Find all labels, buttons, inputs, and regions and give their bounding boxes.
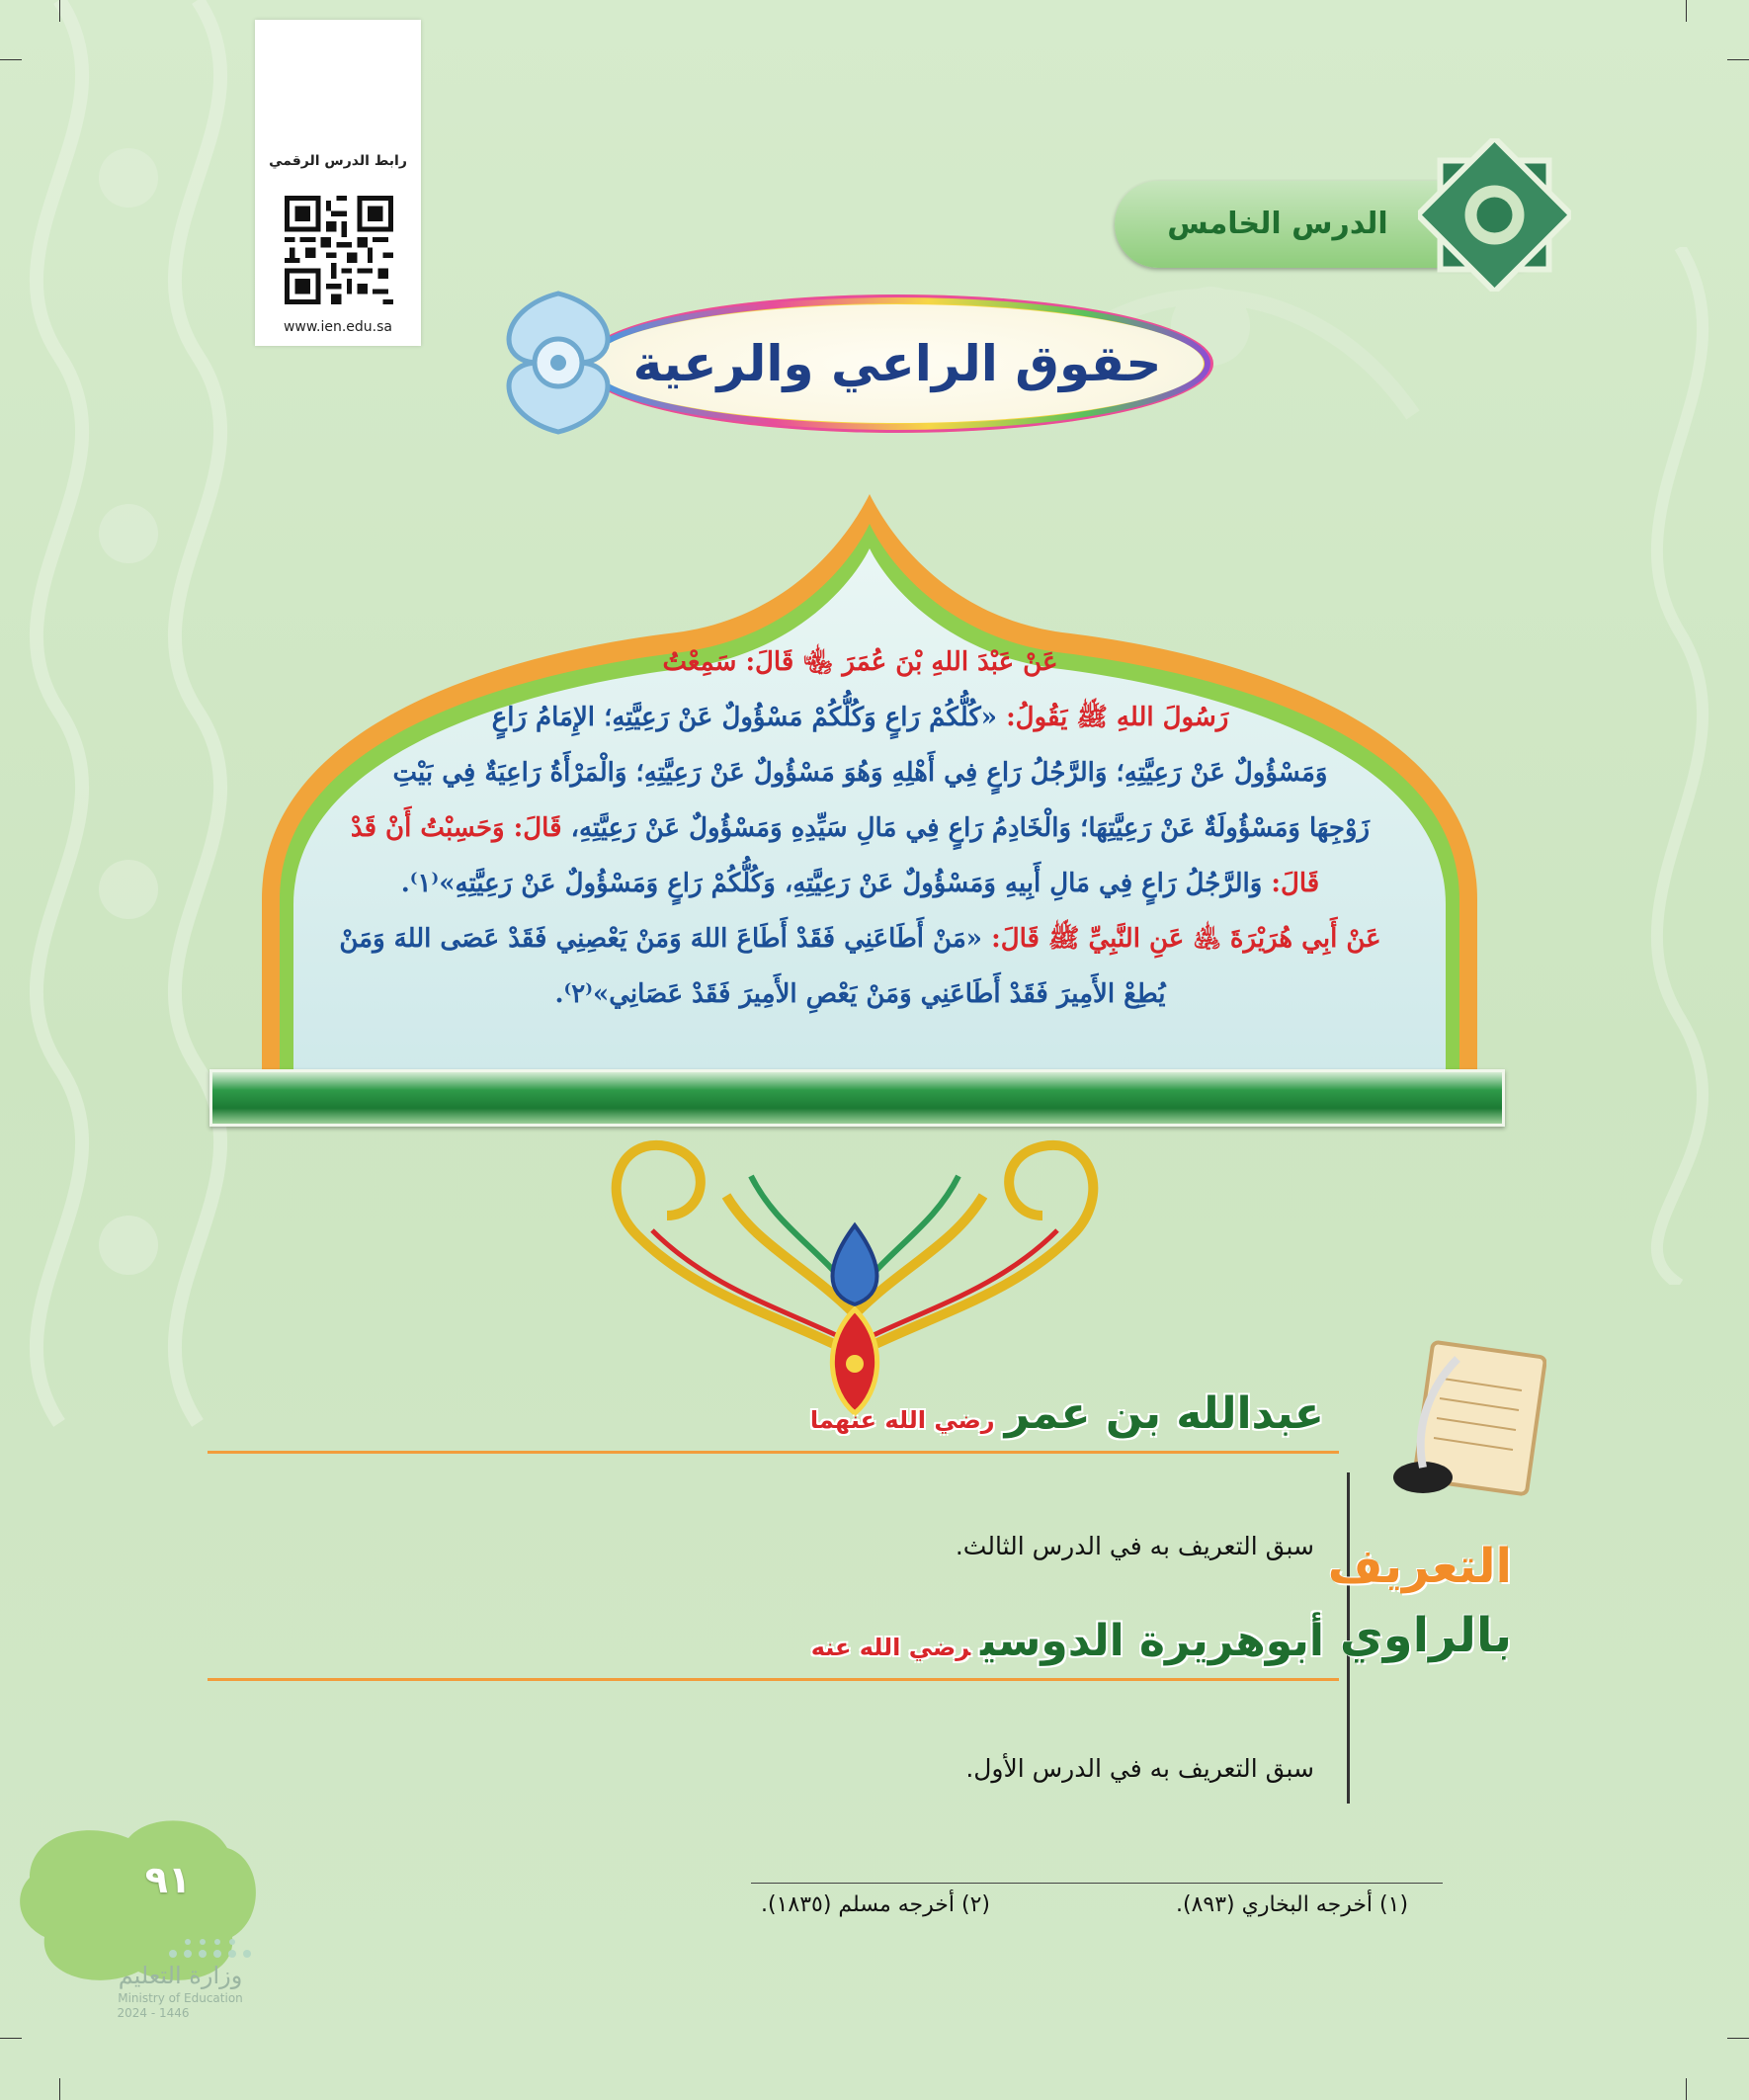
lesson-title: حقوق الراعي والرعية <box>632 335 1162 392</box>
hadith-matn: يُطِعْ الأَمِيرَ فَقَدْ أَطَاعَنِي وَمَنْ يَعْصِ الأَمِيرَ فَقَدْ عَصَانِي»⁽٢⁾. <box>554 979 1166 1009</box>
narrator-description: سبق التعريف به في الدرس الثالث. <box>955 1532 1314 1560</box>
crop-mark <box>59 2078 60 2100</box>
scroll-and-quill-icon <box>1383 1339 1546 1497</box>
narrator-name <box>692 1388 1324 1439</box>
narrator-section-heading <box>1327 1532 1512 1670</box>
narrator-underline <box>208 1451 1339 1454</box>
lesson-number: الدرس الخامس <box>1167 207 1388 241</box>
crop-mark <box>0 59 22 60</box>
arabesque-ornament-icon <box>578 1117 1131 1423</box>
narrator-name-text: أبوهريرة الدوسي <box>980 1616 1324 1666</box>
crop-mark <box>0 2038 22 2039</box>
honorific-text: رضي الله عنه <box>810 1634 971 1661</box>
qr-card[interactable] <box>255 20 421 346</box>
ministry-name-ar: وزارة التعليم <box>118 1962 243 1989</box>
narrator-heading-word: التعريف <box>1327 1539 1512 1594</box>
crop-mark <box>1686 0 1687 22</box>
ministry-name-en: Ministry of Education <box>118 1991 243 2005</box>
crop-mark <box>1686 2078 1687 2100</box>
crop-mark <box>1727 2038 1749 2039</box>
footnote-rule <box>751 1883 1443 1884</box>
celtic-knot-icon <box>489 289 627 437</box>
qr-label: رابط الدرس الرقمي <box>269 153 407 169</box>
edition-year: 2024 - 1446 <box>117 2006 190 2020</box>
hadith-isnad: قَالَ: <box>1271 869 1320 898</box>
hadith-line <box>265 800 1456 856</box>
hadith-line <box>265 856 1456 911</box>
crop-mark <box>1727 59 1749 60</box>
honorific-text: رضي الله عنهما <box>809 1406 995 1434</box>
hadith-isnad: قَالَ: وَحَسِبْتُ أَنْ قَدْ <box>350 813 562 843</box>
hadith-line <box>265 911 1456 966</box>
footnote: (٢) أخرجه مسلم (١٨٣٥). <box>761 1892 990 1917</box>
crop-mark <box>59 0 60 22</box>
narrator-underline <box>208 1678 1339 1681</box>
hadith-isnad: رَسُولَ اللهِ ﷺ يَقُولُ: <box>1006 703 1229 732</box>
narrator-name-text: عبدالله بن عمر <box>1004 1388 1324 1439</box>
floral-pattern-right <box>1581 247 1749 1285</box>
narrator-description: سبق التعريف به في الدرس الأول. <box>965 1754 1314 1783</box>
narrator-name <box>692 1616 1324 1666</box>
hadith-matn: وَالرَّجُلُ رَاعٍ فِي مَالِ أَبِيهِ وَمَسْؤُولٌ عَنْ رَعِيَّتِهِ، وَكُلُّكُمْ رَاعٍ وَمَسْؤُولٌ عَنْ رَعِيَّتِهِ»⁽١⁾. <box>400 869 1263 898</box>
page-number: ٩١ <box>144 1858 192 1901</box>
hadith-line <box>265 634 1456 690</box>
qr-url[interactable]: www.ien.edu.sa <box>283 319 393 335</box>
hadith-matn: «مَنْ أَطَاعَنِي فَقَدْ أَطَاعَ اللهَ وَمَنْ يَعْصِنِي فَقَدْ عَصَى اللهَ وَمَنْ <box>339 924 983 954</box>
hadith-line <box>265 745 1456 800</box>
narrator-heading-word: بالراوي <box>1339 1608 1512 1663</box>
hadith-matn: «كُلُّكُمْ رَاعٍ وَكُلُّكُمْ مَسْؤُولٌ عَنْ رَعِيَّتِهِ؛ الإِمَامُ رَاعٍ <box>491 703 998 732</box>
islamic-star-emblem-icon <box>1418 138 1571 292</box>
qr-code-icon[interactable] <box>285 196 393 304</box>
hadith-text <box>265 634 1456 1022</box>
hadith-isnad: عَنْ أَبِي هُرَيْرَةَ ﵁ عَنِ النَّبِيِّ ﷺ قَالَ: <box>991 924 1381 954</box>
hadith-line <box>265 690 1456 745</box>
hadith-matn: وَمَسْؤُولٌ عَنْ رَعِيَّتِهِ؛ وَالرَّجُلُ رَاعٍ فِي أَهْلِهِ وَهُوَ مَسْؤُولٌ عَنْ رَعِيَّتِهِ؛ وَالْمَرْأَةُ رَاعِيَةٌ فِي بَيْتِ <box>392 758 1328 788</box>
footnote: (١) أخرجه البخاري (٨٩٣). <box>1176 1892 1409 1917</box>
hadith-isnad: عَنْ عَبْدَ اللهِ بْنَ عُمَرَ ﵄ قَالَ: سَمِعْتُ <box>662 647 1058 677</box>
hadith-matn: زَوْجِهَا وَمَسْؤُولَةٌ عَنْ رَعِيَّتِهَا؛ وَالْخَادِمُ رَاعٍ فِي مَالِ سَيِّدِهِ وَمَسْؤُولٌ عَنْ رَعِيَّتِهِ، <box>570 813 1371 843</box>
hadith-line <box>265 966 1456 1022</box>
